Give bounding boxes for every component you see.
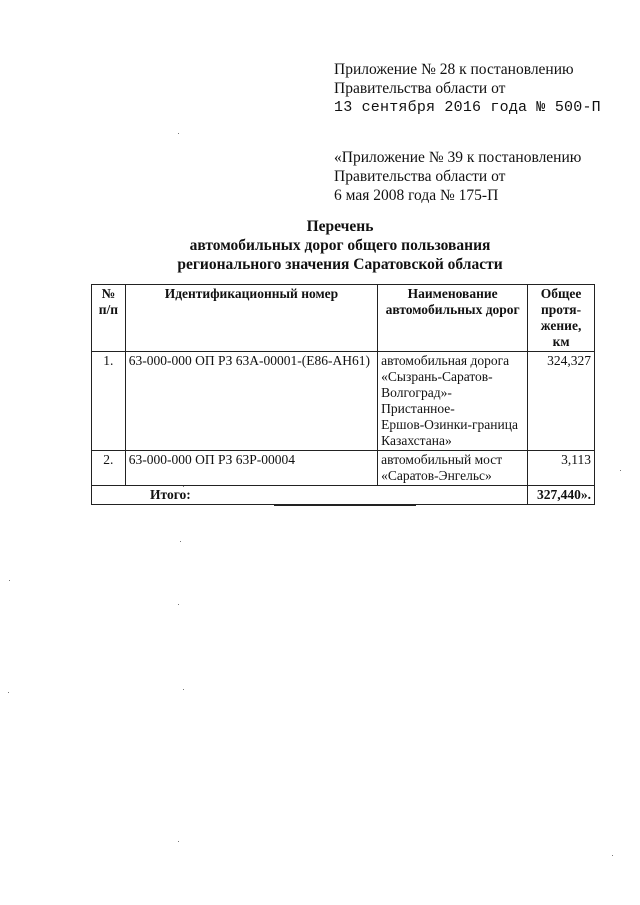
table-row xyxy=(92,451,595,486)
appendix-amended-line2: Правительства области от xyxy=(334,168,506,185)
table-total-row xyxy=(92,486,595,505)
scan-speck xyxy=(180,541,181,542)
header-num: № п/п xyxy=(92,285,126,352)
row-id: 63-000-000 ОП РЗ 63А-00001-(Е86-АН61) xyxy=(125,352,377,451)
row-name: автомобильный мост «Саратов-Энгельс» xyxy=(378,451,528,486)
appendix-current xyxy=(334,60,601,117)
row-num: 2. xyxy=(92,451,126,486)
scan-speck xyxy=(612,855,613,856)
title-line1: Перечень xyxy=(306,218,374,235)
total-label: Итого: xyxy=(92,486,528,505)
scan-speck xyxy=(178,841,179,842)
scan-speck xyxy=(183,486,184,487)
roads-table xyxy=(91,284,595,505)
header-length: Общее протя- жение, км xyxy=(528,285,595,352)
appendix-amended-line3: 6 мая 2008 года № 175-П xyxy=(334,187,499,204)
appendix-current-date-stamp: 13 сентября 2016 года № 500-П xyxy=(334,99,601,116)
scan-speck xyxy=(8,692,9,693)
table-header-row xyxy=(92,285,595,352)
row-num: 1. xyxy=(92,352,126,451)
appendix-amended xyxy=(334,148,581,205)
row-name: автомобильная дорога «Сызрань-Саратов- Волгоград»-Пристанное- Ершов-Озинки-граница Казахстана» xyxy=(378,352,528,451)
row-length: 324,327 xyxy=(528,352,595,451)
row-id: 63-000-000 ОП РЗ 63Р-00004 xyxy=(125,451,377,486)
scan-speck xyxy=(620,470,621,471)
title-line3: регионального значения Саратовской области xyxy=(177,256,503,273)
document-title xyxy=(120,217,560,274)
header-name: Наименование автомобильных дорог xyxy=(378,285,528,352)
appendix-current-line1: Приложение № 28 к постановлению xyxy=(334,61,574,78)
table-row xyxy=(92,352,595,451)
scan-speck xyxy=(178,133,179,134)
scan-speck xyxy=(9,580,10,581)
appendix-amended-line1: «Приложение № 39 к постановлению xyxy=(334,149,582,166)
scan-speck xyxy=(178,604,179,605)
total-value: 327,440». xyxy=(528,486,595,505)
closing-rule xyxy=(274,505,416,506)
appendix-current-line2: Правительства области от xyxy=(334,80,506,97)
title-line2: автомобильных дорог общего пользования xyxy=(189,237,491,254)
scan-speck xyxy=(183,689,184,690)
header-id: Идентификационный номер xyxy=(125,285,377,352)
row-length: 3,113 xyxy=(528,451,595,486)
